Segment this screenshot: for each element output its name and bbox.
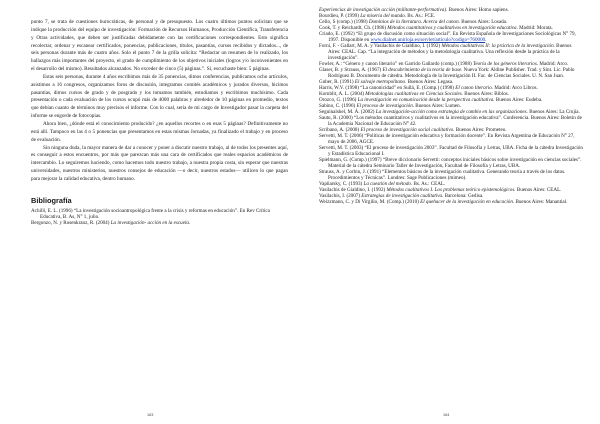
bibliography-entry: Forni, F. - Gallart, M. A. y Vasilachis de Gialdino, I. (1992) Métodos cualitativos II: la práctica de la investigación. Buenos Aires: CEAL. Cap. “La integración de métodos y la metodología cualitativa. Una reflexión desde la práctica de la investigación”.	[319, 43, 572, 61]
reference-title: El proceso de investigación social cualitativo.	[360, 127, 455, 133]
reference-title: La investigación-acción como estrategia de cambio en las organizaciones.	[375, 109, 528, 115]
paragraph: Sin ninguna duda, la mayor manera de dar a conocer y poner a discutir nuestro trabajo, al de todos los presentes aquí, es conseguir a estos encuentros, por más que parezcan más una cara de certificados que reales espacios académicos de intercambio. Lo seguiremos haciendo, como hacemos todo nuestro trabajo, a nuestra propia costa, sin esperar que nuestras universidades, nuestros ministerios, nuestros consejos de educación —o decir, nuestros estados— utilicen lo que pagan para mejorar la calidad educativa, dentro humano.	[31, 144, 288, 182]
bibliography-entry: Spielmann, G. (Comp.) (1997) “Breve diccionario Servetti: conceptos iniciales básicos sobre investigación en ciencias sociales”. Material de la cátedra Seminario Taller de Investigación, Facultad de Filosofía y Letras, UBA.	[319, 157, 582, 169]
bibliography-entry: Orozco, G. (1996) La investigación en comunicación desde la perspectiva cualitativa. Buenos Aires: Eudeba.	[319, 97, 543, 103]
bibliography-entry: Criado, E. (1992) “El grupo de discusión como situación social”. En Revista Española de Investigaciones Sociológicas N° 79, 1997. Disponible en www.dialnet.unirioja.es/servlet/articulo?codigo=760000.	[319, 31, 576, 43]
reference-title: Estrategias de investigación cualitativa.	[361, 193, 444, 199]
bibliography-entry: Fowler, A.: “Género y canon literario” en Garrido Gallardo (comp.) (1988) Teoría de los géneros literarios. Madrid: Arco.	[319, 61, 569, 67]
paragraph: punto 7, se trata de cuestiones burocráticas, de personal y de presupuesto. Los cuatro últimos puntos solicitan que se indique la producción del equipo de investigación: Formación de Recursos Humanos, Producción Científica, Transferencia y Otras actividades, que deben ser justificadas debidamente con las certificaciones correspondientes. Esto significa recolectar, ordenar y escanear certificados, ponencias, publicaciones, títulos, pasantías, cursos recibidos y dictados..., de seis personas durante más de cuatro años. Solo el punto 7 de la grilla solicita: “Redactar un resumen de lo realizado, los hallazgos más importantes del proyecto, el grado de cumplimiento de los objetivos iniciales (logros y/o inconvenientes en el desarrollo del mismo). Resultados alcanzados. No exceder de cinco (5) páginas.”. Sí, escuchaste bien: 5 páginas.	[31, 19, 288, 73]
bibliography-entry: Vapñarsky, C. (1993) La cuestión del método. Bs. As.: CEAL.	[319, 181, 446, 187]
bibliography-entry: Scribano, A. (2008) El proceso de investigación social cualitativo. Buenos Aires: Prometeo.	[319, 127, 507, 133]
paragraph: Ahora bien, ¿dónde está el conocimiento producido? ¿en aquellos recortes o en esas 5 páginas? Definitivamente no está allí. Tampoco en las 4 o 5 ponencias que presentamos en estas mismas Jornadas, ya finalizado el trabajo y en proceso de evaluación.	[31, 120, 288, 143]
reference-title: Métodos cualitativos II: la práctica de la investigación.	[441, 43, 555, 49]
reference-title: El proceso de investigación.	[356, 103, 415, 109]
bibliography-entry: Glaser, B. y Strauss, A. (1967) El descubrimiento de la teoría de base. Nueva York: Aldine Publisher. Trad. y Sint. Lic. Pablo Rodríguez B. Documento de cátedra. Metodología de la Investigación II. Fac. de Ciencias Sociales. U. N. San Juan.	[319, 67, 575, 79]
reference-title: El canon literario.	[455, 85, 494, 91]
bibliography-entry: Servetti, M. T. (2003) “El proceso de investigación 2003”. Facultad de Filosofía y Letras, UBA. Ficha de la cátedra Investigación y Estadística Educacional I.	[319, 145, 583, 157]
reference-title: El quehacer de la investigación en educación.	[420, 199, 515, 205]
bibliography-entry: Achilli, E. L. (1996) “La investigación socioantropológica frente a la crisis y reformas en educación”. En Rev Crítica Educativa, B. As, N° 1, julio.	[31, 207, 270, 220]
bibliography-entry: Sautu, R. (2000) “Los métodos cuantitativos y cualitativos en la investigación educativa”. Conferencia. Buenos Aires: Boletín de la Academia Nacional de Educación N° 42.	[319, 115, 582, 127]
bibliography-entry: Weizzmann, C. y Di Virgilio, M. (Comp.) (2010) El quehacer de la investigación en educación. Buenos Aires: Manantial.	[319, 199, 568, 205]
reference-title: Metodologías cualitativas en Ciencias Sociales.	[365, 91, 464, 97]
reference-title: La miseria del mundo.	[360, 13, 407, 19]
bibliography-entry: Cello, S (comp.) (1998) Dominios de la literatura. Acerca del canon. Buenos Aires: Losada.	[319, 19, 508, 25]
reference-link[interactable]: www.dialnet.unirioja.es/servlet/articulo?codigo=760000	[370, 37, 486, 43]
bibliography-entry: Experiencias de investigación acción (militante-performativa). Buenos Aires: Homo sapiens.	[319, 7, 509, 13]
bibliography-entry: Kornblit, A. L. (2004) Metodologías cualitativas en Ciencias Sociales. Buenos Aires: Biblos.	[319, 91, 509, 97]
page-number: 164	[443, 413, 450, 417]
reference-title: La investigación- acción en la escuela.	[110, 219, 191, 226]
body-text	[31, 19, 288, 184]
reference-title: Métodos cualitativos I. Los problemas teórico epistemológicos.	[386, 187, 516, 193]
bibliography-entry: Bergonzo, N. y Rosenkranz, R. (2004) La investigación- acción en la escuela.	[31, 219, 191, 226]
bibliography-list-right	[319, 7, 584, 205]
reference-title: Experiencias de investigación acción (militante-performativa).	[319, 7, 448, 13]
page-number: 163	[147, 413, 154, 417]
reference-title: El descubrimiento de la teoría de base.	[382, 67, 463, 73]
reference-title: Teoría de los géneros literarios.	[472, 61, 539, 67]
bibliography-entry: Servetti, M. T. (2006) “Políticas de investigación educativa y formación docente”. En Revista Argentina de Educación N° 27, mayo de 2006, AGCE.	[319, 133, 575, 145]
bibliography-entry: Harris, W.V. (1998) “La canonicidad” en Sullá, E. (Comp.) (1998) El canon literario. Madrid: Arco Libros.	[319, 85, 538, 91]
bibliography-entry: Seguinalshel, M. Á. (2002) La investigación-acción como estrategia de cambio en las organizaciones. Buenos Aires: La Crujía.	[319, 109, 580, 115]
bibliography-entry: Cook, T. y Reichardt, Ch. (1986) Métodos cuantitativos y cualitativos en investigación educativa. Madrid: Morata.	[319, 25, 553, 31]
bibliography-entry: Sabino, C. (1996) El proceso de investigación. Buenos Aires: Lumen.	[319, 103, 462, 109]
bibliography-entry: Strauss, A. y Corbin, J. (1991) “Elementos básicos de la investigación cualitativa. Generando teoría a través de los datos. Procedimientos y Técnicas”. Londres: Sage Publicaciones (mimeo).	[319, 169, 566, 181]
reference-title: La investigación en comunicación desde la perspectiva cualitativa.	[357, 97, 495, 103]
reference-title: El salvaje metropolitano.	[354, 79, 407, 85]
paragraph: Estas seis personas, durante 4 años escribimos más de 35 ponencias, dimos conferencias, publicamos ocho artículos, asistimos a 16 congresos, organizamos foros de discusión, integramos comités académicos y jurados diversos, hicimos pasantías, dimos cursos de grado y de posgrado y los tomamos también, estudiamos y escribimos muchísimo. Cada presentación o cada evaluación de los cursos ocupó más de 4000 palabras y alrededor de 10 páginas en promedio, textos que debían cuanto de términos muy precisos el informe. Con lo cual, sería de mi cargo de Investigador pasar la carpeta del informe se engorde de fotocopias.	[31, 73, 288, 120]
bibliography-entry: Vasilachis, I. (2007) Estrategias de investigación cualitativa. Barcelona: Gedisa.	[319, 193, 484, 199]
bibliography-list-left	[31, 208, 288, 226]
bibliography-entry: Bourdieu, P. (1999) La miseria del mundo. Bs. As.: FCE.	[319, 13, 436, 19]
bibliography-entry: Vasilachis de Gialdino, I. (1992) Métodos cualitativos I. Los problemas teórico epistemológicos. Buenos Aires: CEAL.	[319, 187, 562, 193]
reference-title: Dominios de la literatura. Acerca del canon.	[368, 19, 460, 25]
reference-title: La cuestión del método.	[363, 181, 413, 187]
right-page	[300, 0, 600, 424]
bibliography-heading: Bibliografía	[31, 195, 72, 205]
bibliography-entry: Guber, R. (1991) El salvaje metropolitano. Buenos Aires: Legasa.	[319, 79, 454, 85]
reference-title: Métodos cuantitativos y cualitativos en investigación educativa.	[387, 25, 518, 31]
